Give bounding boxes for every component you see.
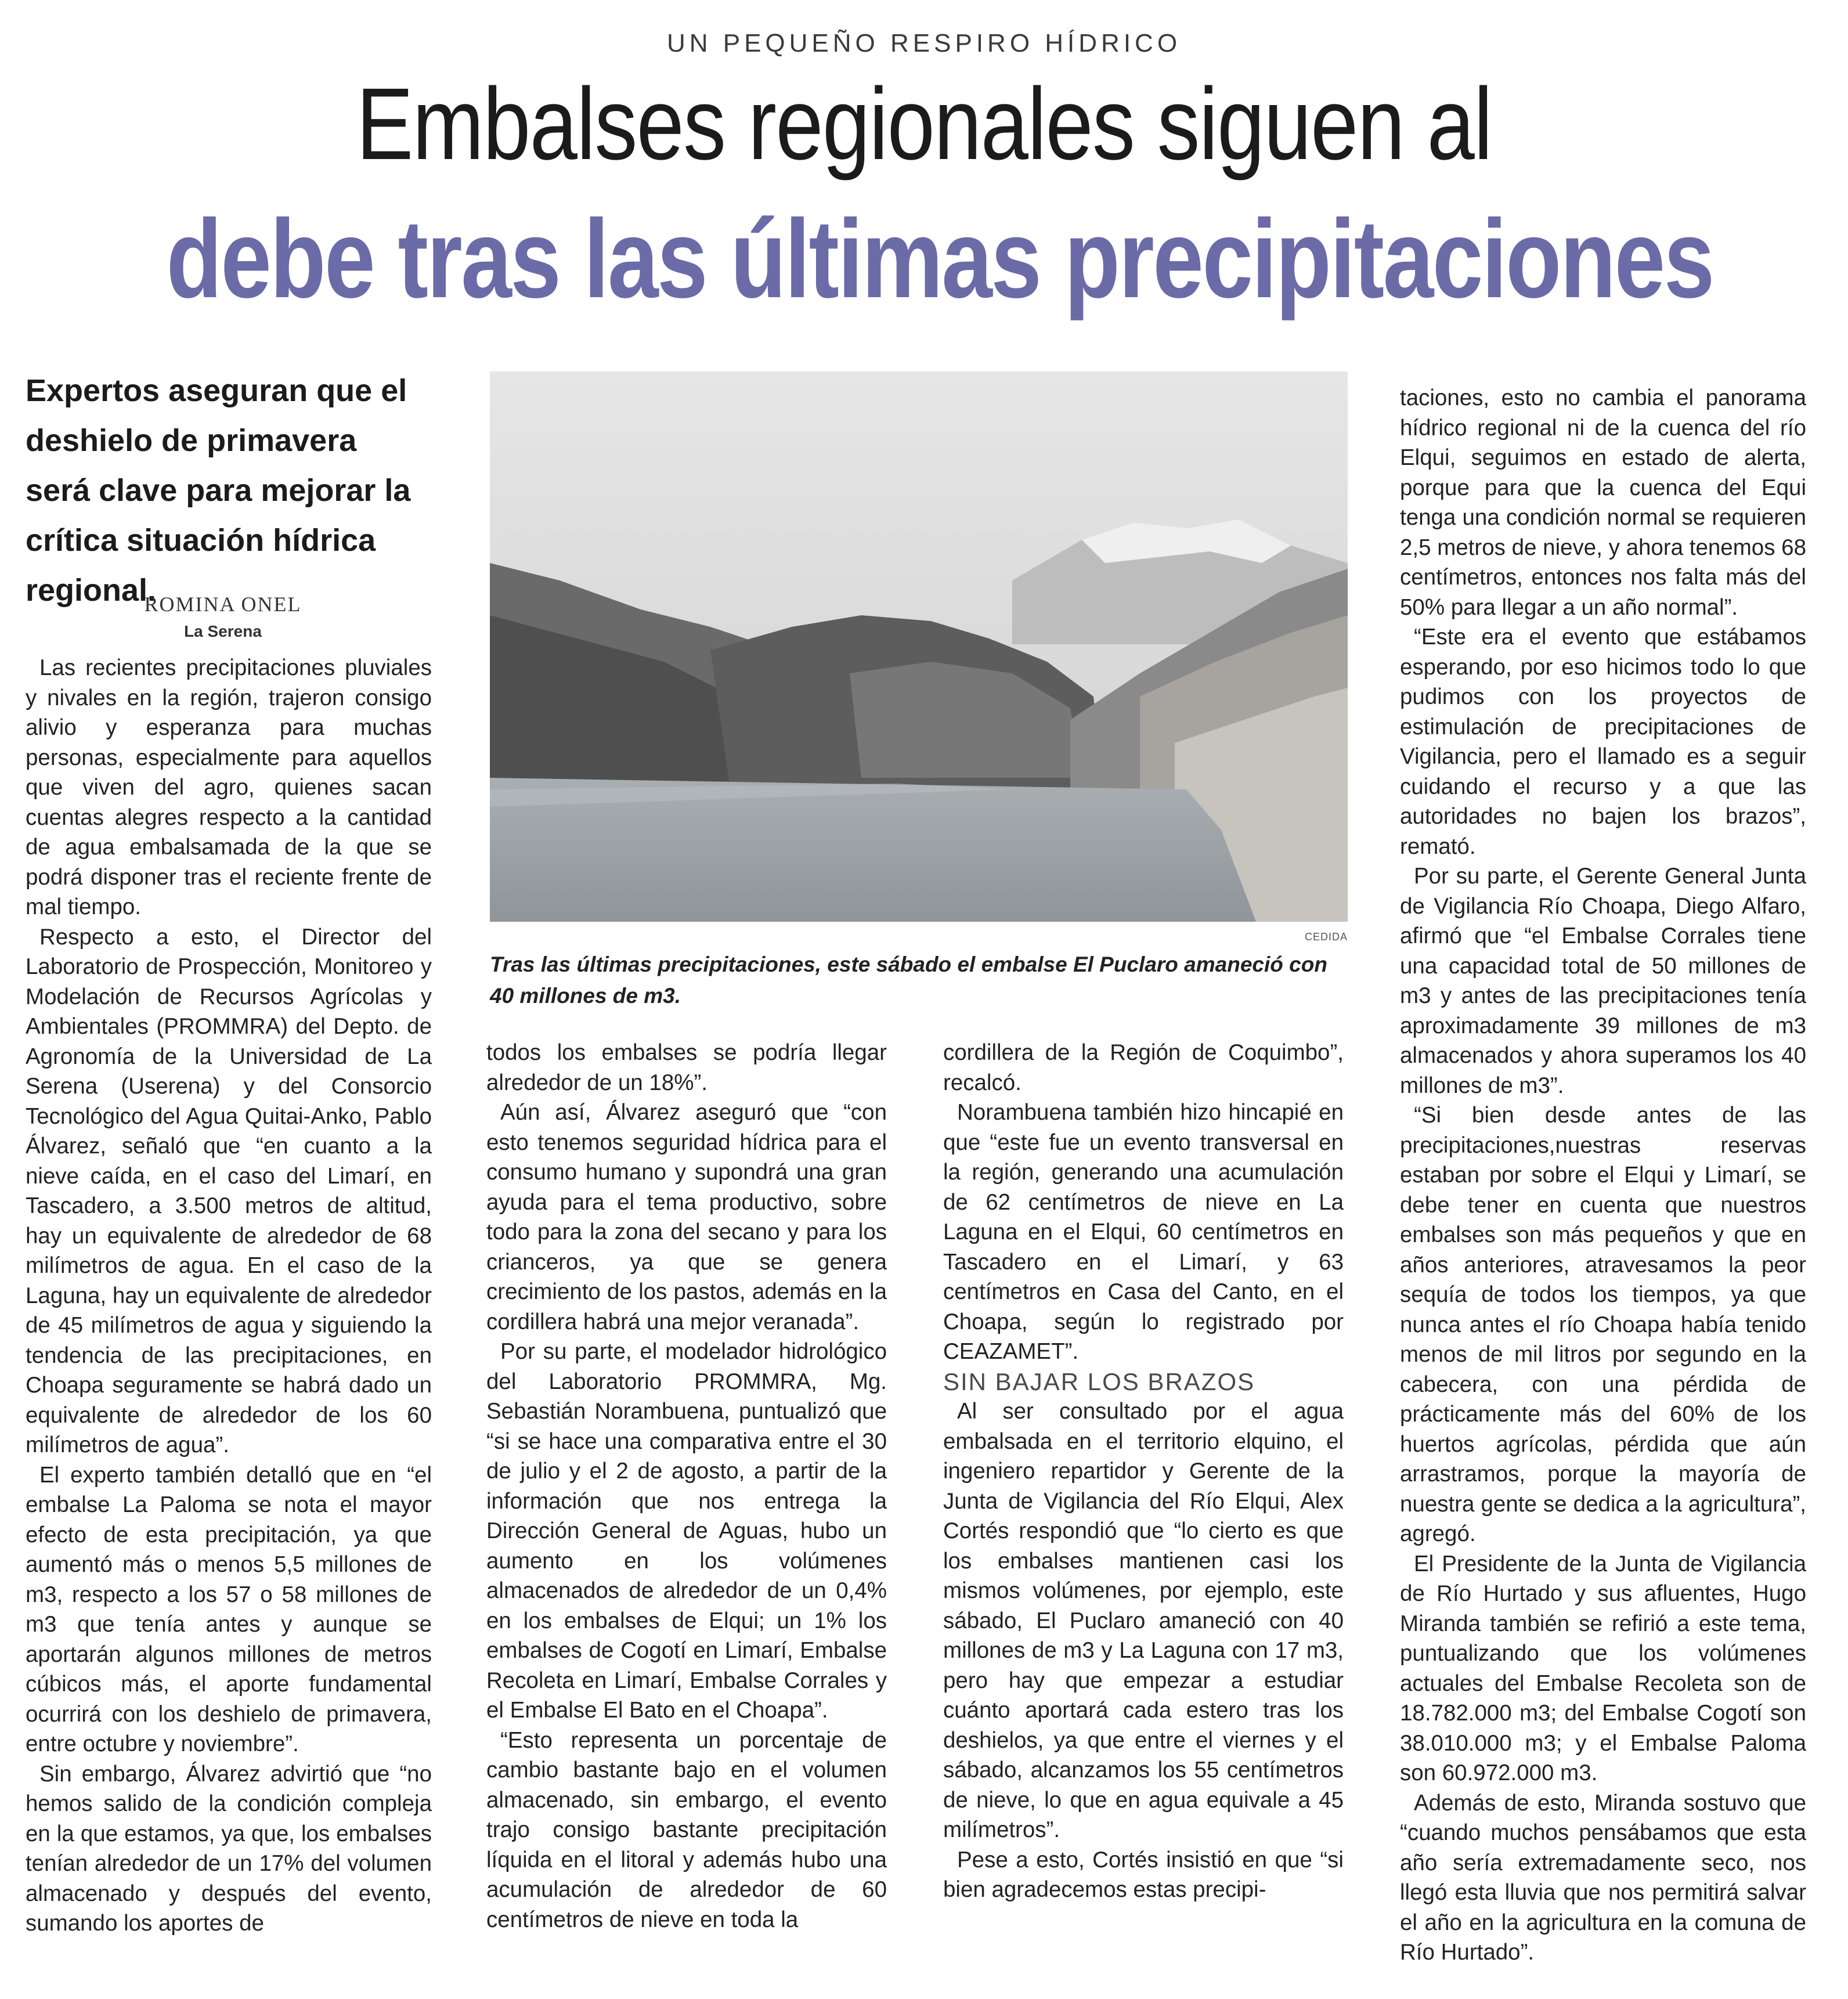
paragraph: Por su parte, el Gerente General Junta de Vigilancia Río Choapa, Diego Alfaro, afirmó que “el Embalse Corrales tiene una capacidad total de 50 millones de m3 y antes de las precipitaciones tenía aproximadamente 39 millones de m3 almacenados y ahora superamos los 40 millones de m3”. (1400, 864, 1806, 1098)
article-column-1 (26, 653, 432, 1982)
byline-place: La Serena (184, 622, 262, 640)
paragraph: “Este era el evento que estábamos esperando, por eso hicimos todo lo que pudimos con los proyectos de estimulación de precipitaciones de Vigilancia, pero el llamado es a seguir cuidando el recurso y a que las autoridades no bajen los brazos”, remató. (1400, 625, 1806, 859)
paragraph: todos los embalses se podría llegar alrededor de un 18%”. (486, 1040, 887, 1095)
paragraph: Norambuena también hizo hincapié en que “este fue un evento transversal en la región, generando una acumulación de 62 centímetros de nieve en La Laguna en el Elqui, 60 centímetros en Tascadero en el Limarí, y 63 centímetros en Casa del Canto, en el Choapa, según lo registrado por CEAZAMET”. (943, 1100, 1344, 1364)
article-photo (490, 371, 1348, 922)
paragraph: taciones, esto no cambia el panorama hídrico regional ni de la cuenca del río Elqui, seguimos en estado de alerta, porque para que la cuenca del Equi tenga una condición normal se requieren 2,5 metros de nieve, y ahora tenemos 68 centímetros, entonces nos falta más del 50% para llegar a un año normal”. (1400, 385, 1806, 620)
section-subhead: SIN BAJAR LOS BRAZOS (943, 1367, 1255, 1395)
headline-line-1: Embalses regionales siguen al (356, 67, 1492, 181)
paragraph: cordillera de la Región de Coquimbo”, recalcó. (943, 1040, 1344, 1095)
paragraph: Por su parte, el modelador hidrológico del Laboratorio PROMMRA, Mg. Sebastián Norambuena, puntualizó que “si se hace una comparativa entre el 30 de julio y el 2 de agosto, a partir de la información que nos entrega la Dirección General de Aguas, hubo un aumento en los volúmenes almacenados de alrededor de un 0,4% en los embalses de Elqui; un 1% los embalses de Cogotí en Limarí, Embalse Recoleta en Limarí, Embalse Corrales y el Embalse El Bato en el Choapa”. (486, 1339, 887, 1723)
paragraph: Sin embargo, Álvarez advirtió que “no hemos salido de la condición compleja en la que estamos, ya que, los embalses tenían alrededor de un 17% del volumen almacenado y después del evento, sumando los aportes de (26, 1761, 432, 1936)
article-column-2 (486, 1038, 887, 1984)
paragraph: Al ser consultado por el agua embalsada en el territorio elquino, el ingeniero repartidor y Gerente de la Junta de Vigilancia del Río Elqui, Alex Cortés respondió que “lo cierto es que los embalses mantienen casi los mismos volúmenes, por ejemplo, este sábado, El Puclaro amaneció con 40 millones de m3 y La Laguna con 17 m3, pero hay que empezar a estudiar cuánto aportará cada estero tras los deshielos, ya que entre el viernes y el sábado, alcanzamos los 55 centímetros de nieve, lo que en agua equivale a 45 milímetros”. (943, 1399, 1344, 1842)
article-column-4 (1400, 383, 1806, 1984)
paragraph: “Si bien desde antes de las precipitaciones,nuestras reservas estaban por sobre el Elqui y Limarí, se debe tener en cuenta que nuestros embalses son más pequeños y que en años anteriores, atravesamos la peor sequía de todos los tiempos, ya que nunca antes el río Choapa había tenido menos de mil litros por segundo en la cabecera, con una pérdida de prácticamente más del 60% de los huertos agrícolas, pérdida que aún arrastramos, porque la mayoría de nuestra gente se dedica a la agricultura”, agregó. (1400, 1103, 1806, 1546)
paragraph: Respecto a esto, el Director del Laboratorio de Prospección, Monitoreo y Modelación de Recursos Agrícolas y Ambientales (PROMMRA) del Depto. de Agronomía de la Universidad de La Serena (Userena) y del Consorcio Tecnológico del Agua Quitai-Anko, Pablo Álvarez, señaló que “en cuanto a la nieve caída, en el caso del Limarí, en Tascadero, a 3.500 metros de altitud, hay un equivalente de alrededor de 68 milímetros de agua. En el caso de la Laguna, hay un equivalente de alrededor de 45 milímetros de agua y siguiendo la tendencia de las precipitaciones, en Choapa seguramente se habrá dado un equivalente de alrededor de los 60 milímetros de agua”. (26, 924, 432, 1457)
headline-line-2: debe tras las últimas precipitaciones (166, 196, 1713, 321)
photo-caption: Tras las últimas precipitaciones, este sábado el embalse El Puclaro amaneció con 40 millones de m3. (490, 952, 1327, 1008)
paragraph: Aún así, Álvarez aseguró que “con esto tenemos seguridad hídrica para el consumo humano y supondrá una gran ayuda para el tema productivo, sobre todo para la zona del secano y para los crianceros, ya que se genera crecimiento de los pastos, además en la cordillera habrá una mejor veranada”. (486, 1100, 887, 1334)
paragraph: Pese a esto, Cortés insistió en que “si bien agradecemos estas precipi- (943, 1847, 1344, 1902)
lead-paragraph: Expertos aseguran que el deshielo de primavera será clave para mejorar la crítica situación hídrica regional. (26, 373, 411, 608)
reservoir-landscape-image (490, 371, 1348, 922)
paragraph: “Esto representa un porcentaje de cambio bastante bajo en el volumen almacenado, sin embargo, el evento trajo consigo bastante precipitación líquida en el litoral y además hubo una acumulación de alrededor de 60 centímetros de nieve en toda la (486, 1727, 887, 1932)
paragraph: El Presidente de la Junta de Vigilancia de Río Hurtado y sus afluentes, Hugo Miranda también se refirió a este tema, puntualizando que los volúmenes actuales del Embalse Recoleta son de 18.782.000 m3; del Embalse Cogotí son 38.010.000 m3; y el Embalse Paloma son 60.972.000 m3. (1400, 1551, 1806, 1785)
photo-credit: CEDIDA (1304, 931, 1348, 943)
paragraph: Las recientes precipitaciones pluviales y nivales en la región, trajeron consigo alivio y esperanza para muchas personas, especialmente para aquellos que viven del agro, quienes sacan cuentas alegres respecto a la cantidad de agua embalsamada de la que se podrá disponer tras el reciente frente de mal tiempo. (26, 655, 432, 919)
byline-author: ROMINA ONEL (144, 593, 302, 616)
article-column-3 (943, 1038, 1344, 1984)
kicker: UN PEQUEÑO RESPIRO HÍDRICO (666, 29, 1182, 57)
paragraph: Además de esto, Miranda sostuvo que “cuando muchos pensábamos que esta año sería extremadamente seco, nos llegó esta lluvia que nos permitirá salvar el año en la agricultura en la comuna de Río Hurtado”. (1400, 1790, 1806, 1965)
paragraph: El experto también detalló que en “el embalse La Paloma se nota el mayor efecto de esta precipitación, ya que aumentó más o menos 5,5 millones de m3, respecto a los 57 o 58 millones de m3 que tenía antes y aunque se aportarán algunos millones de metros cúbicos más, el aporte fundamental ocurrirá con los deshielo de primavera, entre octubre y noviembre”. (26, 1462, 432, 1756)
